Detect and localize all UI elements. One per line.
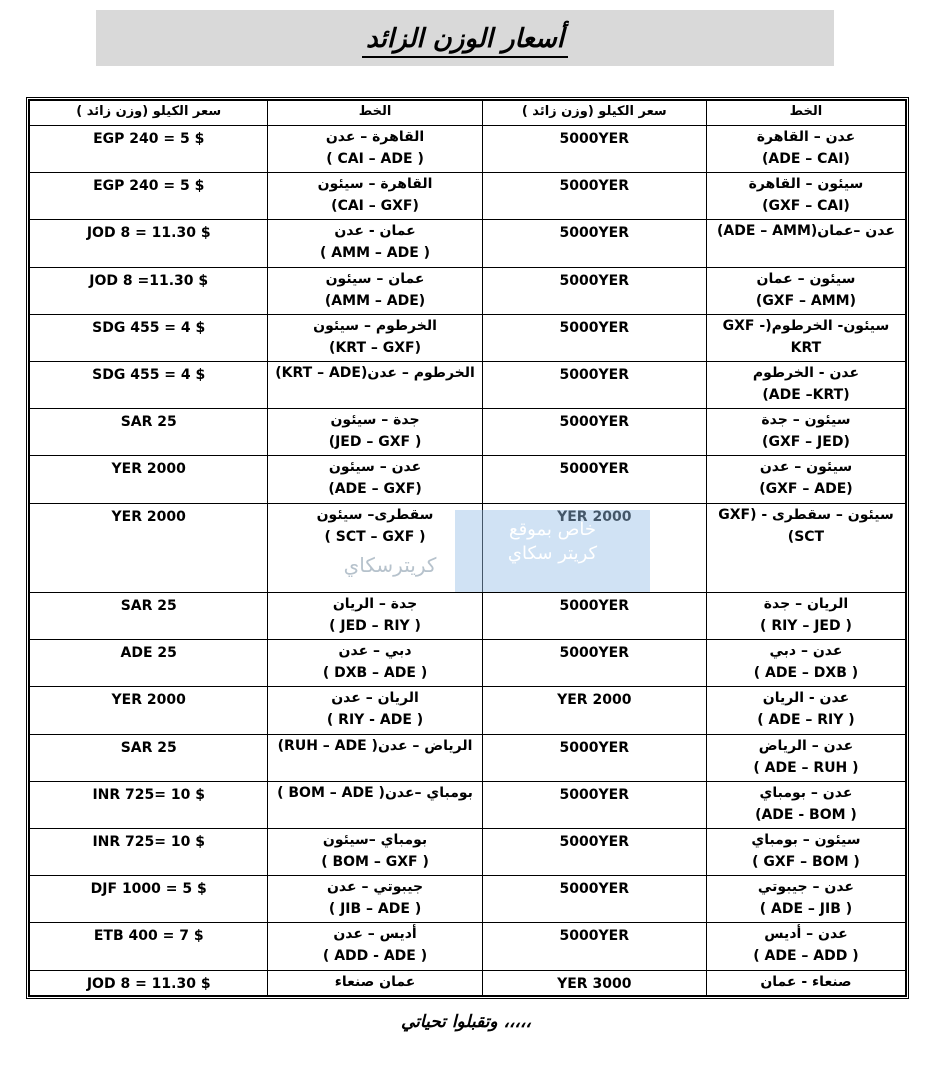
table-header-row: [30, 101, 906, 126]
header-price-left: سعر الكيلو (وزن زائد ): [30, 101, 268, 126]
price-left-cell: SAR 25: [30, 593, 268, 640]
price-left-cell: JOD 8 =11.30 $: [30, 267, 268, 314]
route-right-cell: سيئون – جدة (GXF – JED): [706, 409, 905, 456]
route-left-cell: دبي – عدن ( DXB – ADE ): [268, 640, 482, 687]
header-price-right: سعر الكيلو (وزن زائد ): [482, 101, 706, 126]
price-left-cell: YER 2000: [30, 456, 268, 503]
route-right-cell: سيئون- الخرطوم(GXF - KRT: [706, 314, 905, 361]
route-right-cell: عدن – أديس ( ADE – ADD ): [706, 923, 905, 970]
route-left-cell: عمان – سيئون (AMM – ADE): [268, 267, 482, 314]
price-right-cell: 5000YER: [482, 456, 706, 503]
price-right-cell: YER 2000: [482, 503, 706, 592]
table-row: [30, 640, 906, 687]
table-row: [30, 220, 906, 267]
route-left-cell: بومباي –سيئون ( BOM – GXF ): [268, 829, 482, 876]
price-right-cell: 5000YER: [482, 220, 706, 267]
price-right-cell: 5000YER: [482, 923, 706, 970]
table-row: [30, 593, 906, 640]
table-row: [30, 970, 906, 995]
table-row: [30, 923, 906, 970]
price-left-cell: SAR 25: [30, 734, 268, 781]
price-left-cell: YER 2000: [30, 687, 268, 734]
route-left-cell: الخرطوم – عدن(KRT – ADE): [268, 362, 482, 409]
route-right-cell: عدن – بومباي ( ADE - BOM): [706, 781, 905, 828]
route-left-cell: القاهرة – عدن ( CAI – ADE ): [268, 126, 482, 173]
watermark-logo: [330, 520, 450, 590]
price-right-cell: 5000YER: [482, 267, 706, 314]
price-right-cell: 5000YER: [482, 734, 706, 781]
table-row: [30, 409, 906, 456]
price-right-cell: 5000YER: [482, 409, 706, 456]
price-right-cell: 5000YER: [482, 173, 706, 220]
table-row: [30, 173, 906, 220]
price-left-cell: SDG 455 = 4 $: [30, 314, 268, 361]
table-row: [30, 829, 906, 876]
route-left-cell: الخرطوم – سيئون (KRT – GXF): [268, 314, 482, 361]
price-left-cell: SDG 455 = 4 $: [30, 362, 268, 409]
watermark-logo-text: كريترسكاي: [343, 553, 437, 577]
route-right-cell: سيئون – بومباي ( GXF – BOM ): [706, 829, 905, 876]
price-right-cell: 5000YER: [482, 829, 706, 876]
price-right-cell: 5000YER: [482, 593, 706, 640]
route-left-cell: سقطرى– سيئون ( SCT – GXF ): [268, 503, 482, 592]
table-row: [30, 734, 906, 781]
price-right-cell: 5000YER: [482, 126, 706, 173]
title-banner: [96, 10, 834, 66]
header-route-left: الخط: [268, 101, 482, 126]
price-left-cell: ADE 25: [30, 640, 268, 687]
price-left-cell: ETB 400 = 7 $: [30, 923, 268, 970]
watermark-text: خاص بموقع كريتر سكاي: [507, 519, 598, 564]
price-right-cell: 5000YER: [482, 362, 706, 409]
price-right-cell: 5000YER: [482, 640, 706, 687]
closing-greeting: ،،،،، وتقبلوا تحياتي: [401, 1012, 531, 1032]
route-right-cell: عدن – القاهرة (ADE – CAI): [706, 126, 905, 173]
route-left-cell: جيبوتي – عدن ( JIB – ADE ): [268, 876, 482, 923]
route-right-cell: عدن –عمان(ADE – AMM): [706, 220, 905, 267]
route-left-cell: الرياض – عدن( RUH – ADE): [268, 734, 482, 781]
route-right-cell: صنعاء - عمان: [706, 970, 905, 995]
route-right-cell: عدن - الخرطوم (ADE –KRT): [706, 362, 905, 409]
route-right-cell: سيئون – عمان (GXF – AMM): [706, 267, 905, 314]
price-right-cell: YER 2000: [482, 687, 706, 734]
route-left-cell: جدة – الريان ( JED – RIY ): [268, 593, 482, 640]
table-row: [30, 314, 906, 361]
route-left-cell: عدن – سيئون (ADE – GXF): [268, 456, 482, 503]
header-route-right: الخط: [706, 101, 905, 126]
route-left-cell: القاهرة – سيئون (CAI – GXF): [268, 173, 482, 220]
table-row: [30, 126, 906, 173]
price-right-cell: YER 3000: [482, 970, 706, 995]
table-row: [30, 456, 906, 503]
price-right-cell: 5000YER: [482, 781, 706, 828]
price-left-cell: INR 725= 10 $: [30, 781, 268, 828]
route-right-cell: سيئون – عدن (GXF – ADE): [706, 456, 905, 503]
route-left-cell: جدة – سيئون ( JED – GXF): [268, 409, 482, 456]
price-left-cell: JOD 8 = 11.30 $: [30, 970, 268, 995]
page-title: أسعار الوزن الزائد: [362, 24, 568, 58]
table-row: [30, 876, 906, 923]
table-row: [30, 362, 906, 409]
price-left-cell: INR 725= 10 $: [30, 829, 268, 876]
price-left-cell: DJF 1000 = 5 $: [30, 876, 268, 923]
watermark-banner: [455, 510, 650, 592]
price-left-cell: YER 2000: [30, 503, 268, 592]
route-left-cell: الريان – عدن ( RIY - ADE ): [268, 687, 482, 734]
price-left-cell: SAR 25: [30, 409, 268, 456]
route-left-cell: عمان صنعاء: [268, 970, 482, 995]
table-row: [30, 687, 906, 734]
price-right-cell: 5000YER: [482, 876, 706, 923]
table-row: [30, 781, 906, 828]
route-right-cell: عدن – الرياض ( ADE – RUH ): [706, 734, 905, 781]
route-right-cell: الريان – جدة ( RIY – JED ): [706, 593, 905, 640]
price-left-cell: JOD 8 = 11.30 $: [30, 220, 268, 267]
table-row: [30, 267, 906, 314]
route-right-cell: عدن – دبي ( ADE – DXB ): [706, 640, 905, 687]
route-left-cell: أديس – عدن ( ADD - ADE ): [268, 923, 482, 970]
route-right-cell: عدن – جيبوتي ( ADE – JIB ): [706, 876, 905, 923]
price-left-cell: EGP 240 = 5 $: [30, 173, 268, 220]
price-left-cell: EGP 240 = 5 $: [30, 126, 268, 173]
price-right-cell: 5000YER: [482, 314, 706, 361]
route-left-cell: عمان - عدن ( AMM – ADE ): [268, 220, 482, 267]
route-right-cell: عدن - الريان ( ADE – RIY ): [706, 687, 905, 734]
route-right-cell: سيئون – سقطرى - (GXF SCT): [706, 503, 905, 592]
route-left-cell: بومباي –عدن( BOM – ADE ): [268, 781, 482, 828]
route-right-cell: سيئون – القاهرة (GXF – CAI): [706, 173, 905, 220]
